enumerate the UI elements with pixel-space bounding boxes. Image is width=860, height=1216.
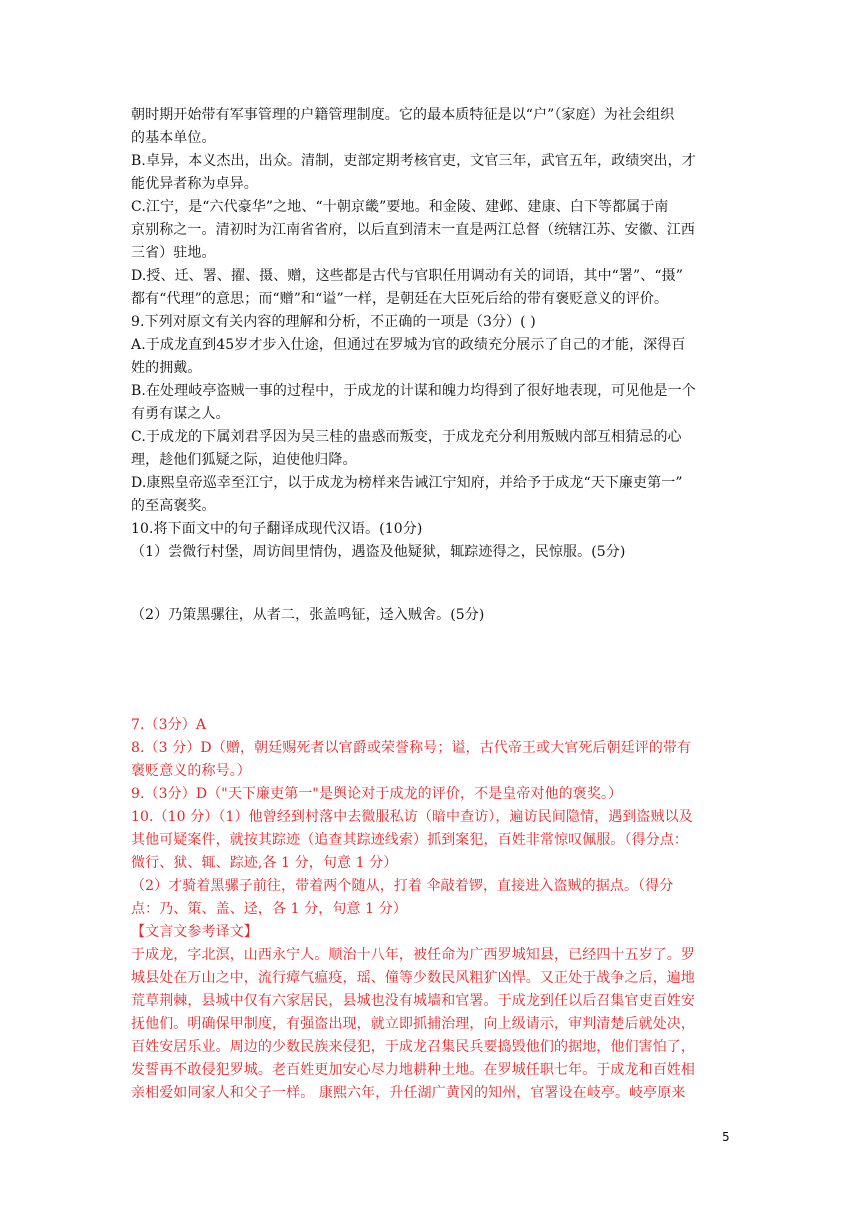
option-a-line: A.于成龙直到45岁才步入仕途，但通过在罗城为官的政绩充分展示了自己的才能，深得百: [131, 337, 686, 353]
page-number: 5: [722, 1130, 730, 1144]
option-d-line: D.授、迁、署、擢、摄、赠，这些都是古代与官职任用调动有关的词语，其中“署”、“摄”: [131, 268, 684, 284]
text-line: 有勇有谋之人。: [131, 406, 230, 422]
text-line: 都有“代理”的意思；而“赠”和“谥”一样，是朝廷在大臣死后给的带有褒贬意义的评价。: [131, 291, 669, 307]
translation-heading: 【文言文参考译文】: [131, 924, 258, 940]
translation-line: 于成龙，字北溟，山西永宁人。顺治十八年，被任命为广西罗城知县，已经四十五岁了。罗: [131, 947, 695, 963]
text-line: 能优异者称为卓异。: [131, 176, 258, 192]
option-d-line: D.康熙皇帝巡幸至江宁，以于成龙为榜样来告诫江宁知府，并给予于成龙“天下廉吏第一”: [131, 475, 683, 491]
answer-line: 点：乃、策、盖、迳，各 1 分，句意 1 分）: [131, 901, 407, 917]
translation-line: 荒草荆棘，县城中仅有六家居民，县城也没有城墙和官署。于成龙到任以后召集官吏百姓安: [131, 993, 695, 1009]
question-10: 10.将下面文中的句子翻译成现代汉语。(10分): [131, 521, 423, 537]
translation-item-1: （1）尝微行村堡，周访闾里情伪，遇盗及他疑狱，辄踪迹得之，民惊服。(5分): [131, 544, 626, 560]
text-line: 朝时期开始带有军事管理的户籍管理制度。它的最本质特征是以“户”（家庭）为社会组织: [131, 107, 675, 123]
answer-7: 7.（3分）A: [131, 717, 207, 733]
text-line: 京别称之一。清初时为江南省省府，以后直到清末一直是两江总督（统辖江苏、安徽、江西: [131, 222, 695, 238]
answer-10: 10.（10 分）（1）他曾经到村落中去微服私访（暗中查访），遍访民间隐情，遇到盗贼以及: [131, 809, 693, 825]
translation-line: 抚他们。明确保甲制度，有强盗出现，就立即抓捕治理，向上级请示，审判清楚后就处决，: [131, 1016, 695, 1032]
answer-8: 8.（3 分）D（赠，朝廷赐死者以官爵或荣誉称号；谥，古代帝王或大官死后朝廷评的带有: [131, 740, 692, 756]
translation-line: 百姓安居乐业。周边的少数民族来侵犯，于成龙召集民兵要捣毁他们的据地，他们害怕了，: [131, 1039, 695, 1055]
text-line: 的至高褒奖。: [131, 498, 216, 514]
translation-line: 发誓再不敢侵犯罗城。老百姓更加安心尽力地耕种土地。在罗城任职七年。于成龙和百姓相: [131, 1062, 695, 1078]
option-b-line: B.卓异，本义杰出，出众。清制，吏部定期考核官吏，文官三年，武官五年，政绩突出，才: [131, 153, 696, 169]
translation-line: 亲相爱如同家人和父子一样。 康熙六年，升任湖广黄冈的知州，官署设在岐亭。岐亭原来: [131, 1085, 686, 1101]
answer-9: 9.（3分）D（"天下廉吏第一"是舆论对于成龙的评价，不是皇帝对他的褒奖。）: [131, 786, 623, 802]
text-line: 三省）驻地。: [131, 245, 216, 261]
translation-item-2: （2）乃策黑骡往，从者二，张盖鸣钲，迳入贼舍。(5分): [131, 607, 485, 623]
text-line: 理，趁他们狐疑之际，迫使他归降。: [131, 452, 357, 468]
option-b-line: B.在处理岐亭盗贼一事的过程中，于成龙的计谋和魄力均得到了很好地表现，可见他是一个: [131, 383, 696, 399]
translation-line: 城县处在万山之中，流行瘴气瘟疫，瑶、僮等少数民风粗犷凶悍。又正处于战争之后，遍地: [131, 970, 695, 986]
text-line: 姓的拥戴。: [131, 360, 202, 376]
question-9: 9.下列对原文有关内容的理解和分析，不正确的一项是（3分）( ): [131, 314, 536, 330]
option-c-line: C.江宁，是“六代豪华”之地、“十朝京畿”要地。和金陵、建邺、建康、白下等都属于南: [131, 199, 669, 215]
option-c-line: C.于成龙的下属刘君孚因为吴三桂的蛊惑而叛变，于成龙充分利用叛贼内部互相猜忌的心: [131, 429, 682, 445]
answer-line: 其他可疑案件，就按其踪迹（追查其踪迹线索）抓到案犯，百姓非常惊叹佩服。（得分点：: [131, 832, 688, 848]
answer-line: 褒贬意义的称号。）: [131, 763, 251, 779]
answer-line: （2）才骑着黑骡子前往，带着两个随从，打着 伞敲着锣，直接进入盗贼的据点。（得分: [131, 878, 674, 894]
answer-line: 微行、狱、辄、踪迹,各 1 分，句意 1 分）: [131, 855, 398, 871]
text-line: 的基本单位。: [131, 130, 216, 146]
